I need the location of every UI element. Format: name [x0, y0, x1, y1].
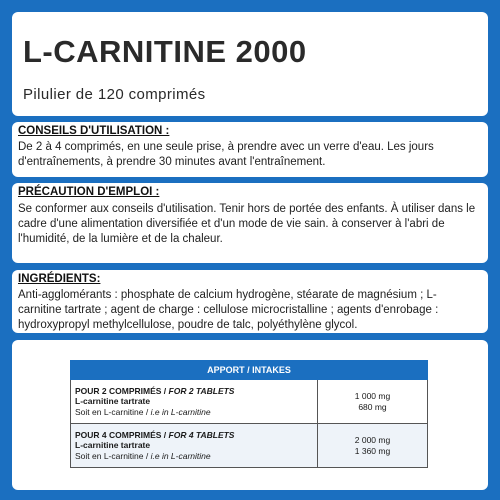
usage-text: De 2 à 4 comprimés, en une seule prise, à prendre avec un verre d'eau. Les jours d'entraînements, à prendre 30 minutes avant l'entraînement. — [18, 141, 434, 168]
dose-label-en: FOR 2 TABLETS — [168, 385, 235, 396]
precaution-title: PRÉCAUTION D'EMPLOI : — [18, 186, 160, 198]
ingredient-name: L-carnitine tartrate — [75, 440, 151, 451]
product-subtitle: Pilulier de 120 comprimés — [23, 86, 206, 103]
carnitine-amount: 680 mg — [358, 401, 387, 412]
table-row — [71, 380, 428, 424]
dose-label: POUR 4 COMPRIMÉS / — [75, 429, 169, 440]
carnitine-amount: 1 360 mg — [354, 445, 391, 456]
intake-table-header: APPORT / INTAKES — [71, 361, 428, 380]
precaution-text: Se conformer aux conseils d'utilisation. Tenir hors de portée des enfants. À utiliser dans le cadre d'une alimentation diversifiée et d'un mode de vie sain. à conserver à l'abri de l'humidité, de la lumière et de la chaleur. — [18, 203, 476, 245]
usage-title: CONSEILS D'UTILISATION : — [18, 125, 170, 137]
tartrate-amount: 2 000 mg — [354, 435, 391, 445]
equivalent-label: Soit en L-carnitine / — [75, 406, 151, 417]
ingredients-text: Anti-agglomérants : phosphate de calcium hydrogène, stéarate de magnésium ; L-carnitine tartrate ; agent de charge : cellulose microcristalline ; agents d'enrobage : hydroxypropyl methylcellulose, poudre de talc, polyéthylène glycol. — [18, 289, 439, 331]
value-cell — [318, 380, 428, 424]
intake-table — [70, 360, 428, 468]
ingredients-title: INGRÉDIENTS: — [18, 273, 101, 285]
dose-cell — [71, 380, 318, 424]
precaution-panel — [12, 183, 488, 263]
ingredient-name: L-carnitine tartrate — [75, 396, 151, 407]
equivalent-label-en: i.e in L-carnitine — [150, 450, 211, 461]
product-title: L-CARNITINE 2000 — [23, 34, 307, 69]
equivalent-label-en: i.e in L-carnitine — [150, 406, 211, 417]
dose-cell — [71, 424, 318, 468]
table-row — [71, 424, 428, 468]
ingredients-panel — [12, 270, 488, 333]
header-panel — [12, 12, 488, 116]
value-cell — [318, 424, 428, 468]
intake-panel — [12, 340, 488, 490]
dose-label-en: FOR 4 TABLETS — [168, 429, 235, 440]
tartrate-amount: 1 000 mg — [354, 391, 391, 401]
usage-panel — [12, 122, 488, 177]
equivalent-label: Soit en L-carnitine / — [75, 450, 151, 461]
dose-label: POUR 2 COMPRIMÉS / — [75, 385, 169, 396]
